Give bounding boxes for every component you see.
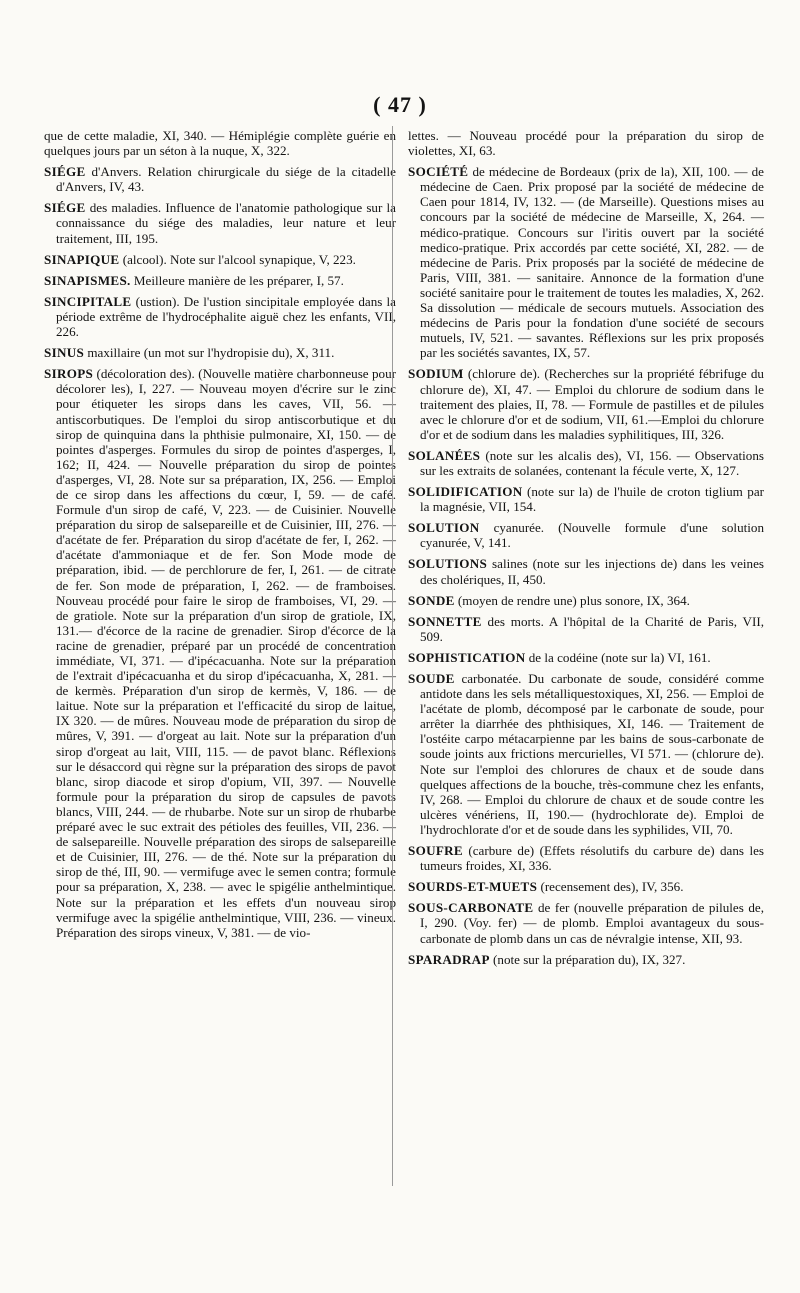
index-entry: [44, 200, 396, 245]
index-entry: [408, 671, 764, 837]
entry-keyword: SOLUTION: [408, 520, 480, 536]
entry-text: (note sur les alcalis des), VI, 156. — Observations sur les extraits de solanées, contenant la fécule verte, X, 127.: [420, 447, 764, 478]
entry-text: maxillaire (un mot sur l'hydropisie du), X, 311.: [87, 345, 335, 361]
entry-text: cyanurée. (Nouvelle formule d'une solution cyanurée, V, 141.: [420, 520, 764, 551]
index-entry: [44, 294, 396, 339]
index-entry: [408, 952, 764, 967]
entry-keyword: SOLIDIFICATION: [408, 484, 523, 500]
entry-text: de fer (nouvelle préparation de pilules de, I, 290. (Voy. fer) — de plomb. Emploi avantageux du sous-carbonate de plomb dans un cas de névralgie intense, XII, 93.: [420, 900, 764, 946]
index-entry: [408, 900, 764, 945]
entry-text: d'Anvers. Relation chirurgicale du siége de la citadelle d'Anvers, IV, 43.: [56, 164, 396, 195]
entry-text: Meilleure manière de les préparer, I, 57.: [133, 272, 344, 288]
entry-text: de la codéine (note sur la) VI, 161.: [528, 649, 711, 665]
index-entry: [408, 650, 764, 665]
entry-keyword: SINCIPITALE: [44, 293, 132, 309]
column-divider: [392, 126, 393, 1186]
entry-keyword: SONDE: [408, 592, 455, 608]
index-entry: [44, 273, 396, 288]
entry-keyword: SINUS: [44, 345, 85, 361]
index-entry: [44, 366, 396, 940]
entry-keyword: SONNETTE: [408, 613, 482, 629]
entry-text: des maladies. Influence de l'anatomie pathologique sur la connaissance du siége des maladies, leur nature et leur traitement, III, 195.: [56, 200, 396, 246]
index-entry: [44, 252, 396, 267]
entry-text: (note sur la préparation du), IX, 327.: [493, 951, 686, 967]
entry-text: (ustion). De l'ustion sincipitale employée dans la période extrême de l'hydrocéphalite aiguë chez les enfants, VII, 226.: [56, 293, 396, 340]
index-entry: [408, 556, 764, 586]
entry-keyword: SIÉGE: [44, 200, 86, 216]
index-entry: [44, 128, 396, 158]
index-entry: [408, 843, 764, 873]
entry-keyword: SOUFRE: [408, 843, 463, 859]
entry-keyword: SINAPIQUE: [44, 251, 120, 267]
entry-keyword: SOLANÉES: [408, 447, 481, 463]
index-entry: [408, 593, 764, 608]
index-entry: [408, 448, 764, 478]
entry-text: (moyen de rendre une) plus sonore, IX, 364.: [457, 592, 690, 608]
entry-text: salines (note sur les injections de) dans les veines des cholériques, II, 450.: [420, 556, 765, 587]
entry-text: (alcool). Note sur l'alcool synapique, V, 223.: [122, 251, 356, 267]
right-column: [408, 128, 764, 973]
index-entry: [44, 345, 396, 360]
index-entry: [408, 164, 764, 360]
index-entry: [44, 164, 396, 194]
index-entry: [408, 879, 764, 894]
page-number: ( 47 ): [373, 92, 427, 117]
entry-keyword: SPARADRAP: [408, 951, 490, 967]
entry-text: de médecine de Bordeaux (prix de la), XII, 100. — de médecine de Caen. Prix proposé par la société de médecine de Caen pour 1814, IV, 132. — (de Marseille). Questions mises au concours par la société de médecine de Marseille, X, 264. — médico-pratique. Concours sur l'iritis ouvert par la société medico-pratique. Prix accordés par cette société, XI, 282. — de médecine de Paris. Prix proposés par la société de médecine de Paris, VIII, 381. — sanitaire. Annonce de la formation d'une société sanitaire pour le traitement de toutes les maladies, X, 262. Sa dissolution — médicale de secours mutuels. Association des médecins de Paris pour la fondation d'une société de secours mutuels, IV, 521. — savantes. Réflexions sur les prix proposés par les sociétés savantes, IX, 57.: [420, 164, 764, 361]
entry-keyword: SOUDE: [408, 671, 455, 686]
entry-keyword: SOPHISTICATION: [408, 649, 526, 665]
left-column: [44, 128, 396, 946]
entry-text: que de cette maladie, XI, 340. — Hémiplégie complète guérie en quelques jours par un séton à la nuque, X, 322.: [44, 128, 396, 159]
entry-text: (carbure de) (Effets résolutifs du carbure de) dans les tumeurs froides, XI, 336.: [420, 843, 764, 874]
entry-text: des morts. A l'hôpital de la Charité de Paris, VII, 509.: [420, 613, 764, 644]
entry-keyword: SODIUM: [408, 366, 464, 382]
entry-keyword: SOURDS-ET-MUETS: [408, 879, 538, 895]
entry-keyword: SOCIÉTÉ: [408, 164, 469, 180]
index-entry: [408, 520, 764, 550]
entry-keyword: SOUS-CARBONATE: [408, 900, 534, 916]
entry-text: lettes. — Nouveau procédé pour la préparation du sirop de violettes, XI, 63.: [408, 128, 764, 159]
entry-text: (chlorure de). (Recherches sur la propriété fébrifuge du chlorure de), XI, 47. — Emploi du chlorure de sodium dans le traitement des plaies, II, 78. — Formule de pastilles et de pilules avec le chlorure d'or et de sodium, VII, 61.—Emploi du chlorure d'or et de sodium dans les maladies syphilitiques, III, 326.: [420, 366, 764, 442]
entry-keyword: SIÉGE: [44, 164, 86, 180]
entry-keyword: SIROPS: [44, 366, 94, 382]
index-entry: [408, 614, 764, 644]
entry-text: (note sur la) de l'huile de croton tiglium par la magnésie, VII, 154.: [420, 484, 764, 515]
index-entry: [408, 366, 764, 441]
index-entry: [408, 484, 764, 514]
entry-text: (décoloration des). (Nouvelle matière charbonneuse pour décolorer les), I, 227. — Nouveau moyen d'écrire sur le zinc pour étiqueter les sirops dans les caves, VII, 56. — antiscorbutiques. De l'emploi du sirop antiscorbutique et du sirop de quinquina dans la phthisie pulmonaire, XI, 150. — de pointes d'asperges. Formules du sirop de pointes d'asperges, I, 162; II, 424. — Nouvelle préparation du sirop de pointes d'asperges, VI, 28. Note sur sa préparation, IX, 256. — Emploi de ce sirop dans les affections du cœur, I, 59. — de café. Formule d'un sirop de café, V, 223. — de Cuisinier. Nouvelle préparation du sirop de salsepareille et de Cuisinier, III, 276. — d'acétate de fer. Préparation du sirop d'acétate de fer, I, 262. — d'acétate d'ammoniaque et de fer. Son Mode mode de préparation, ibid. — de perchlorure de fer, I, 261. — de citrate de fer. Son mode de préparation, I, 262. — de framboises. Nouveau procédé pour faire le sirop de framboises, VI, 29. — de gratiole. Note sur la préparation d'un sirop de gratiole, IX, 131.— d'écorce de la racine de grenadier. Sirop d'écorce de la racine de grenadier, préparé par un procédé de concentration immédiate, VI, 371. — d'ipécacuanha. Note sur la préparation de l'extrait d'ipécacuanha et du sirop d'ipécacuanha, X, 281. — de kermès. Préparation d'un sirop de kermès, V, 186. — de laitue. Note sur la préparation et l'efficacité du sirop de laitue, IX 320. — de mûres. Nouveau mode de préparation du sirop de mûres, V, 391. — d'orgeat au lait. Note sur la préparation d'un sirop d'orgeat au lait, VIII, 115. — de pavot blanc. Réflexions sur le désaccord qui règne sur la préparation des sirops de pavot blanc, sirop diacode et sirop d'opium, VII, 397. — Nouvelle formule pour la préparation du sirop de capsules de pavots blancs, VIII, 244. — de rhubarbe. Note sur un sirop de rhubarbe préparé avec le suc extrait des pétioles des feuilles, VII, 236. — de salsepareille. Nouvelle préparation des sirops de salsepareille et de Cuisinier, III, 276. — de thé. Note sur la préparation du sirop de thé, III, 90. — vermifuge avec le semen contra; formule pour sa préparation, X, 238. — avec le spigélie anthelmintique. Note sur la préparation et les effets d'un nouveau sirop vermifuge avec la spigélie anthelmintique, VIII, 236. — vineux. Préparation des sirops vineux, V, 381. — de vio-: [56, 366, 396, 940]
entry-keyword: SOLUTIONS: [408, 556, 488, 572]
index-entry: [408, 128, 764, 158]
entry-text: carbonatée. Du carbonate de soude, considéré comme antidote dans les sels métalliquestoxiques, XI, 256. — Emploi de l'acétate de plomb, décomposé par le carbonate de soude, pour arrêter la diarrhée des phthisiques, XI, 146. — Traitement de l'ostéite carpo métacarpienne par les bains de sous-carbonate de soude joints aux frictions mercurielles, VI 571. — (chlorure de). Note sur l'emploi des chlorures de chaux et de soude dans quelques affections de la bouche, très-commune chez les enfants, IV, 268. — Emploi du chlorure de chaux et de soude contre les ulcères vénériens, II, 190.— (hydrochlorate de). Emploi de l'hydrochlorate d'or et de soude dans les syphilides, VII, 70.: [420, 671, 764, 837]
entry-keyword: SINAPISMES.: [44, 272, 131, 288]
entry-text: (recensement des), IV, 356.: [540, 879, 684, 895]
